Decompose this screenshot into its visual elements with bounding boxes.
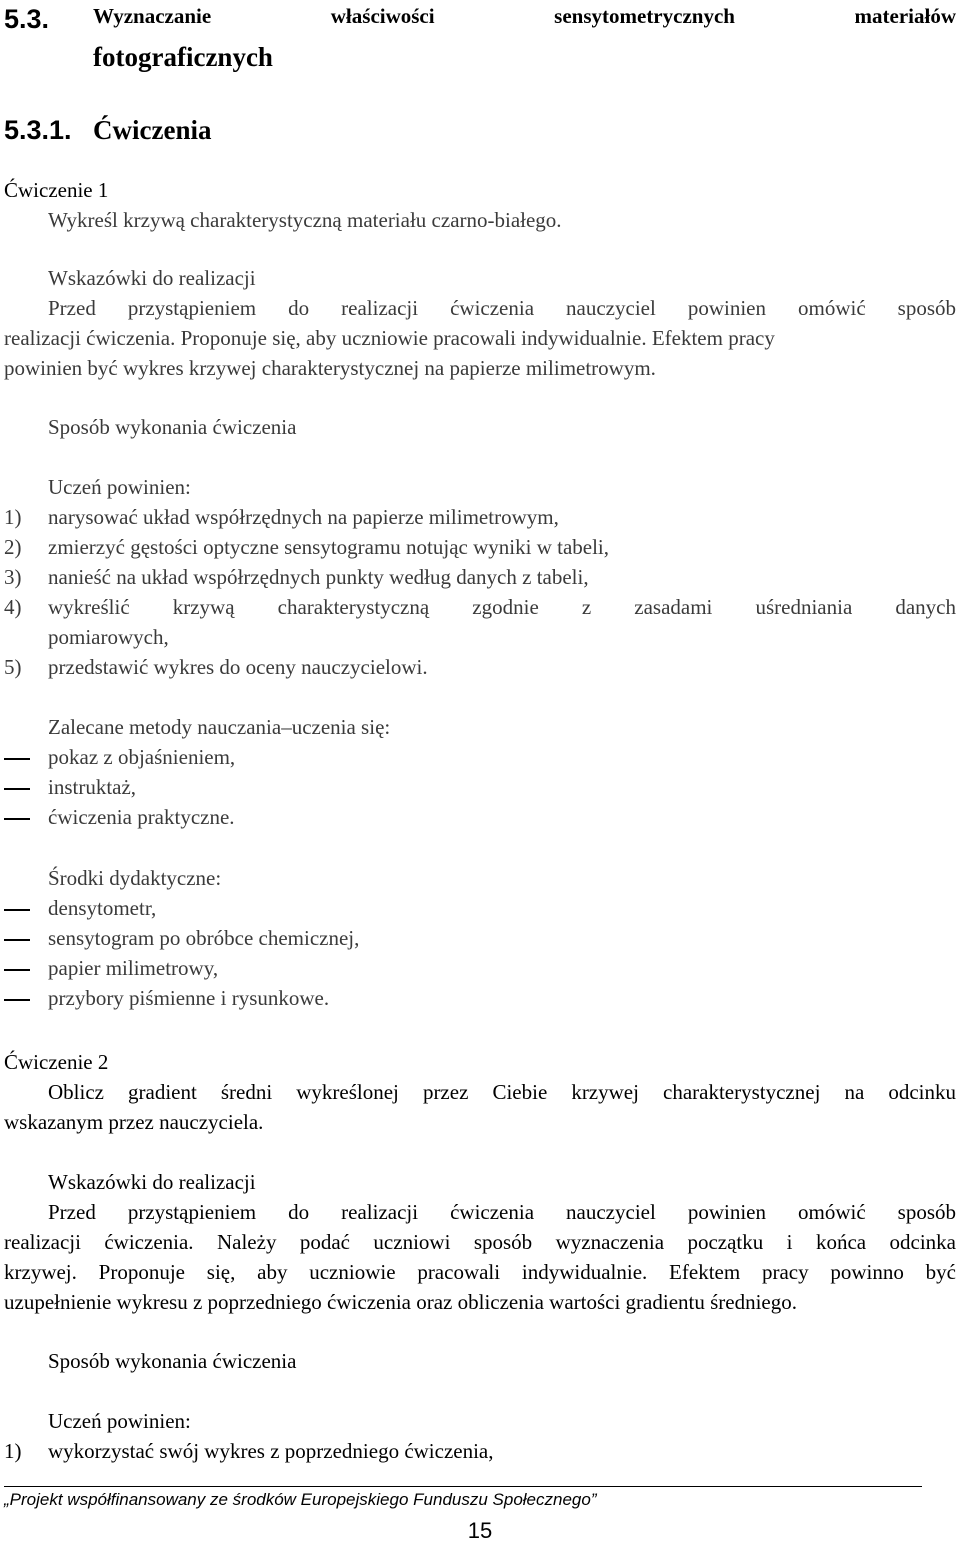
list-item-number: 3) — [4, 565, 22, 589]
methods-item: ćwiczenia praktyczne. — [48, 805, 235, 829]
exercise1-hints-title: Wskazówki do realizacji — [48, 266, 256, 290]
footer-text: „Projekt współfinansowany ze środków Europejskiego Funduszu Społecznego” — [4, 1490, 597, 1509]
exercise2-task-line: wskazanym przez nauczyciela. — [4, 1110, 264, 1134]
section-number: 5.3. — [4, 4, 50, 34]
list-item-text: nanieść na układ współrzędnych punkty według danych z tabeli, — [48, 565, 589, 589]
exercise2-hints-line: realizacji ćwiczenia. Należy podać uczniowi sposób wyznaczenia początku i końca odcinka — [4, 1230, 956, 1254]
exercise1-hints-line: powinien być wykres krzywej charakterystycznej na papierze milimetrowym. — [4, 356, 656, 380]
exercise2-hints-line: uzupełnienie wykresu z poprzedniego ćwiczenia oraz obliczenia wartości gradientu średniego. — [4, 1290, 797, 1314]
exercise2-hints-line: Przed przystąpieniem do realizacji ćwiczenia nauczyciel powinien omówić sposób — [48, 1200, 956, 1224]
exercise2-hints-title: Wskazówki do realizacji — [48, 1170, 256, 1194]
aids-item: przybory piśmienne i rysunkowe. — [48, 986, 330, 1010]
exercise2-task-line: Oblicz gradient średni wykreślonej przez Ciebie krzywej charakterystycznej na odcinku — [48, 1080, 956, 1104]
dash-bullet — [4, 788, 30, 790]
list-item-text: narysować układ współrzędnych na papierze milimetrowym, — [48, 505, 559, 529]
subsection-number: 5.3.1. — [4, 115, 72, 145]
dash-bullet — [4, 818, 30, 820]
aids-item: densytometr, — [48, 896, 157, 920]
exercise2-student-intro: Uczeń powinien: — [48, 1409, 191, 1433]
dash-bullet — [4, 999, 30, 1001]
methods-item: instruktaż, — [48, 775, 137, 799]
list-item-text: zmierzyć gęstości optyczne sensytogramu notując wyniki w tabeli, — [48, 535, 610, 559]
dash-bullet — [4, 969, 30, 971]
exercise1-hints-line: Przed przystąpieniem do realizacji ćwiczenia nauczyciel powinien omówić sposób — [48, 296, 956, 320]
exercise2-title: Ćwiczenie 2 — [4, 1050, 109, 1074]
page-number: 15 — [467, 1518, 493, 1543]
exercise1-task: Wykreśl krzywą charakterystyczną materiału czarno-białego. — [48, 208, 562, 232]
dash-bullet — [4, 758, 30, 760]
list-item-text: przedstawić wykres do oceny nauczycielowi. — [48, 655, 428, 679]
footer-divider — [4, 1486, 922, 1487]
list-item-number: 4) — [4, 595, 22, 619]
methods-title: Zalecane metody nauczania–uczenia się: — [48, 715, 391, 739]
dash-bullet — [4, 939, 30, 941]
aids-item: papier milimetrowy, — [48, 956, 219, 980]
exercise1-method-title: Sposób wykonania ćwiczenia — [48, 415, 297, 439]
aids-title: Środki dydaktyczne: — [48, 866, 222, 890]
exercise2-method-title: Sposób wykonania ćwiczenia — [48, 1349, 297, 1373]
aids-item: sensytogram po obróbce chemicznej, — [48, 926, 360, 950]
list-item-number: 2) — [4, 535, 22, 559]
section-title-line1: Wyznaczanie właściwości sensytometrycznych materiałów — [93, 4, 956, 28]
list-item-number: 1) — [4, 505, 22, 529]
list-item-number: 5) — [4, 655, 22, 679]
exercise1-student-intro: Uczeń powinien: — [48, 475, 191, 499]
exercise2-hints-line: krzywej. Proponuje się, aby uczniowie pracowali indywidualnie. Efektem pracy powinno być — [4, 1260, 956, 1284]
methods-item: pokaz z objaśnieniem, — [48, 745, 236, 769]
list-item-text: wykorzystać swój wykres z poprzedniego ćwiczenia, — [48, 1439, 494, 1463]
exercise1-title: Ćwiczenie 1 — [4, 178, 109, 202]
list-item-text: wykreślić krzywą charakterystyczną zgodnie z zasadami uśredniania danych — [48, 595, 956, 619]
subsection-title: Ćwiczenia — [93, 115, 212, 145]
list-item-number: 1) — [4, 1439, 22, 1463]
list-item-text-continued: pomiarowych, — [48, 625, 169, 649]
dash-bullet — [4, 909, 30, 911]
section-title-line2: fotograficznych — [93, 42, 273, 72]
exercise1-hints-line: realizacji ćwiczenia. Proponuje się, aby uczniowie pracowali indywidualnie. Efektem pracy — [4, 326, 775, 350]
